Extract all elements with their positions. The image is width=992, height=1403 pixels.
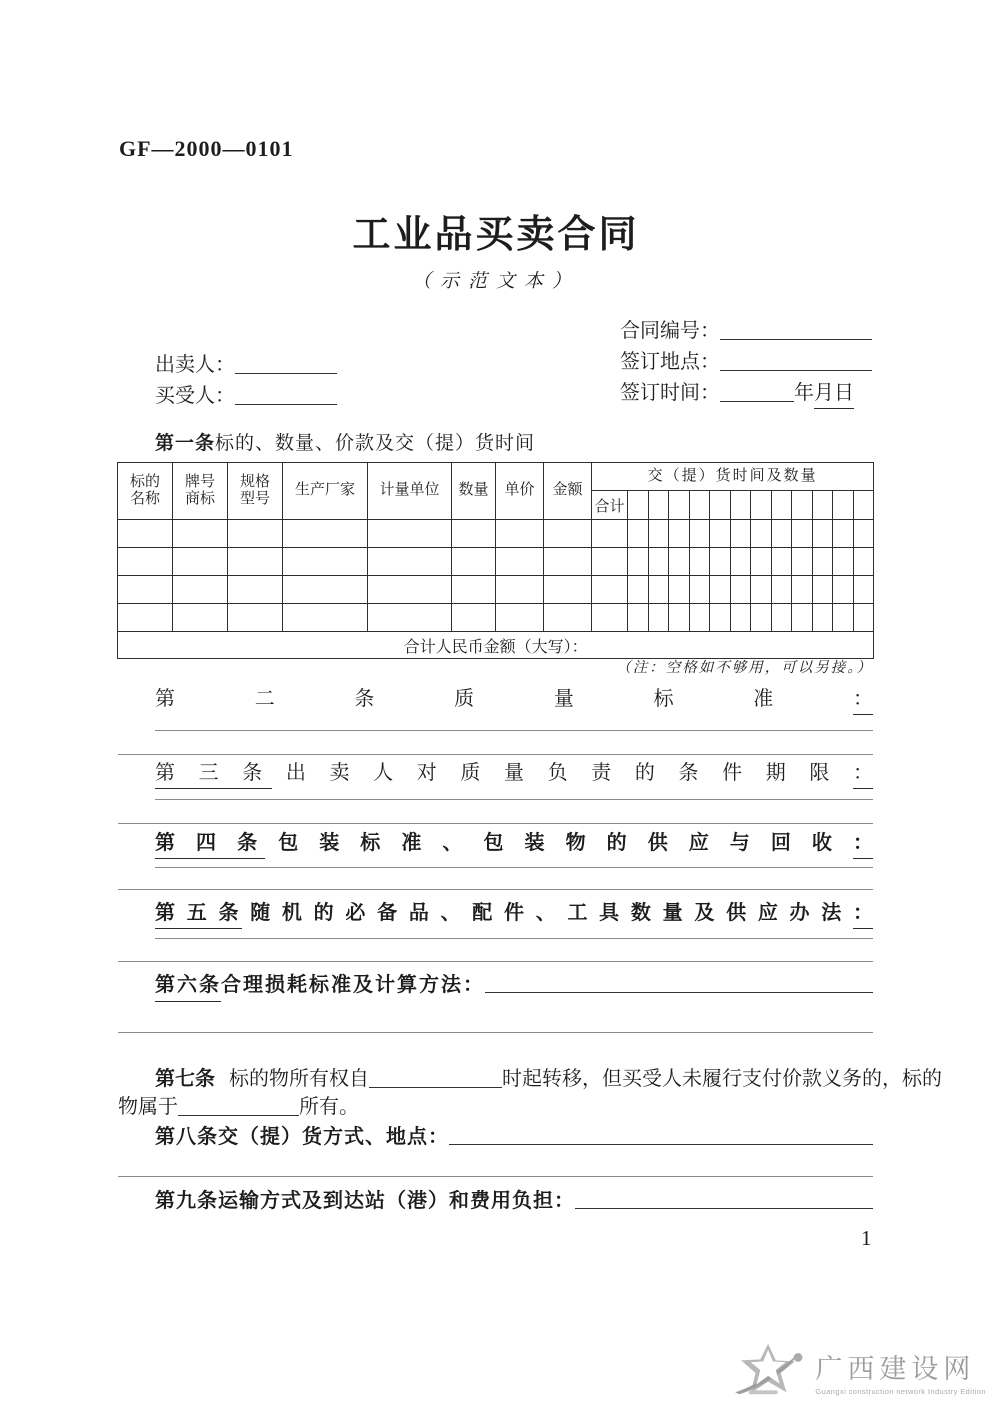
buyer-label: 买受人：: [155, 385, 235, 407]
empty-cell: [592, 520, 628, 548]
empty-cell: [283, 520, 368, 548]
empty-cell: [771, 604, 792, 632]
empty-cell: [771, 520, 792, 548]
empty-cell: [710, 520, 731, 548]
article7-text: 时起转移，但买受人未履行支付价款义务的，标的: [502, 1068, 942, 1090]
ruled-line: [118, 823, 873, 824]
empty-cell: [833, 604, 854, 632]
table-row: [118, 576, 874, 604]
empty-cell: [628, 520, 649, 548]
star-logo-icon: [731, 1342, 809, 1400]
contract-number-row: [620, 318, 872, 344]
sign-time-row: [620, 380, 854, 406]
empty-cell: [283, 576, 368, 604]
article2-heading: [155, 684, 873, 714]
empty-cell: [452, 548, 496, 576]
empty-cell: [628, 576, 649, 604]
ruled-line: [155, 730, 873, 731]
table-note: （注：空格如不够用，可以另接。）: [616, 660, 873, 676]
empty-cell: [710, 576, 731, 604]
empty-cell: [496, 604, 544, 632]
page-number: 1: [861, 1226, 872, 1250]
empty-cell: [792, 576, 813, 604]
empty-cell: [648, 576, 669, 604]
article2-title: 质 量 标 准: [454, 688, 811, 710]
empty-cell: [452, 576, 496, 604]
empty-cell: [853, 576, 874, 604]
table-row: [118, 548, 874, 576]
seller-label: 出卖人：: [155, 354, 235, 376]
buyer-row: [155, 383, 337, 409]
empty-cell: [792, 548, 813, 576]
empty-cell: [228, 604, 283, 632]
article5-title: 随 机 的 必 备 品 、 配 件 、 工 具 数 量 及 供 应 办 法: [250, 902, 845, 924]
empty-cell: [689, 576, 710, 604]
empty-cell: [751, 548, 772, 576]
article6-title: 合理损耗标准及计算方法：: [221, 974, 485, 996]
empty-cell: [812, 548, 833, 576]
empty-cell: [648, 548, 669, 576]
empty-cell: [771, 548, 792, 576]
ruled-line: [118, 754, 873, 755]
watermark-name-en: Guangxi construction network Industry Edition: [815, 1386, 986, 1396]
empty-cell: [118, 548, 173, 576]
sign-place-blank: [720, 350, 872, 371]
empty-cell: [812, 604, 833, 632]
delivery-subcol-cell: [730, 491, 751, 520]
article7-text: 标的物所有权自: [229, 1068, 369, 1090]
contract-number-blank: [720, 319, 872, 340]
empty-cell: [368, 520, 452, 548]
article8-title: 第八条交（提）货方式、地点：: [155, 1126, 449, 1148]
empty-cell: [118, 520, 173, 548]
empty-cell: [669, 576, 690, 604]
empty-cell: [689, 548, 710, 576]
article3-colon: ：: [853, 762, 873, 789]
table-header-row: [118, 463, 874, 491]
empty-cell: [368, 604, 452, 632]
delivery-subcol-cell: [792, 491, 813, 520]
buyer-blank: [235, 384, 337, 405]
page-title: 工业品买卖合同: [352, 214, 640, 256]
empty-cell: [710, 604, 731, 632]
article5-number: 第 五 条: [155, 902, 242, 929]
article4-number: 第 四 条: [155, 832, 265, 859]
seller-blank: [235, 353, 337, 374]
empty-cell: [648, 604, 669, 632]
column-header-unit-price: 单价: [496, 463, 544, 520]
ruled-line: [118, 889, 873, 890]
delivery-subcol-cell: [812, 491, 833, 520]
blank-line: [449, 1120, 873, 1145]
article7-text: 物属于: [118, 1096, 178, 1118]
column-header-unit: 计量单位: [368, 463, 452, 520]
empty-cell: [452, 604, 496, 632]
empty-cell: [496, 548, 544, 576]
table-row: [118, 520, 874, 548]
watermark-text: [815, 1347, 986, 1396]
article6-number: 第六条: [155, 968, 221, 1002]
delivery-subcol-cell: [689, 491, 710, 520]
article9-heading: [155, 1184, 873, 1213]
empty-cell: [710, 548, 731, 576]
blank-line: [485, 968, 873, 993]
ruled-line: [155, 867, 873, 868]
empty-cell: [833, 548, 854, 576]
sign-place-row: [620, 349, 872, 375]
empty-cell: [730, 604, 751, 632]
empty-cell: [228, 548, 283, 576]
article8-heading: [155, 1120, 873, 1149]
article7-number: 第七条: [155, 1068, 215, 1090]
empty-cell: [544, 576, 592, 604]
article7-line2: [118, 1094, 359, 1121]
article3-heading: [155, 758, 873, 788]
delivery-subcol-cell: [628, 491, 649, 520]
empty-cell: [792, 520, 813, 548]
empty-cell: [368, 576, 452, 604]
article3-title: 出 卖 人 对 质 量 负 责 的 条 件 期 限: [285, 762, 839, 784]
empty-cell: [771, 576, 792, 604]
article3-number: 第 三 条: [155, 762, 272, 789]
empty-cell: [592, 576, 628, 604]
delivery-subcol-cell: [771, 491, 792, 520]
empty-cell: [628, 548, 649, 576]
article9-title: 第九条运输方式及到达站（港）和费用负担：: [155, 1190, 575, 1212]
empty-cell: [812, 576, 833, 604]
article4-colon: ：: [853, 832, 873, 859]
ruled-line: [118, 961, 873, 962]
delivery-subcol-cell: [710, 491, 731, 520]
column-header-manufacturer: 生产厂家: [283, 463, 368, 520]
article4-title: 包 装 标 准 、 包 装 物 的 供 应 与 回 收: [278, 832, 840, 854]
empty-cell: [628, 604, 649, 632]
empty-cell: [592, 604, 628, 632]
empty-cell: [173, 520, 228, 548]
empty-cell: [118, 576, 173, 604]
empty-cell: [496, 576, 544, 604]
empty-cell: [730, 576, 751, 604]
article2-colon: ：: [853, 688, 873, 715]
delivery-subcol-cell: [648, 491, 669, 520]
empty-cell: [228, 520, 283, 548]
sign-time-label: 签订时间：: [620, 382, 720, 404]
article7-line1: [155, 1066, 942, 1093]
ruled-line: [118, 1032, 873, 1033]
empty-cell: [833, 520, 854, 548]
table-row: [118, 604, 874, 632]
delivery-header: 交（提）货时间及数量: [592, 463, 874, 491]
goods-table: [117, 462, 874, 659]
empty-cell: [853, 548, 874, 576]
delivery-subcol-cell: [751, 491, 772, 520]
article4-heading: [155, 828, 873, 858]
empty-cell: [669, 604, 690, 632]
table-footer-row: [118, 632, 874, 659]
blank-line: [575, 1184, 873, 1209]
empty-cell: [283, 548, 368, 576]
empty-cell: [730, 520, 751, 548]
watermark-name-cn: 广西建设网: [815, 1353, 976, 1384]
empty-cell: [751, 576, 772, 604]
article6-heading: [155, 968, 873, 1002]
article7-blank-2: [178, 1095, 299, 1116]
article5-colon: ：: [853, 902, 873, 929]
column-header-spec: 规格 型号: [228, 463, 283, 520]
article1-heading: [155, 428, 535, 455]
form-code: GF—2000—0101: [119, 136, 294, 161]
empty-cell: [853, 604, 874, 632]
empty-cell: [853, 520, 874, 548]
empty-cell: [544, 520, 592, 548]
empty-cell: [812, 520, 833, 548]
empty-cell: [544, 604, 592, 632]
ruled-line: [155, 938, 873, 939]
empty-cell: [669, 548, 690, 576]
page-subtitle: （示范文本）: [411, 271, 580, 292]
empty-cell: [544, 548, 592, 576]
empty-cell: [173, 548, 228, 576]
month-day-label: 月日: [814, 382, 854, 409]
empty-cell: [751, 520, 772, 548]
year-label: 年: [794, 382, 814, 404]
empty-cell: [751, 604, 772, 632]
empty-cell: [173, 604, 228, 632]
empty-cell: [173, 576, 228, 604]
ruled-line: [118, 1176, 873, 1177]
sign-time-blank: [720, 381, 794, 402]
total-amount-cell: 合计人民币金额（大写）：: [118, 632, 874, 659]
empty-cell: [730, 548, 751, 576]
delivery-subcol-cell: [833, 491, 854, 520]
column-header-name: 标的 名称: [118, 463, 173, 520]
empty-cell: [452, 520, 496, 548]
empty-cell: [689, 604, 710, 632]
ruled-line: [155, 799, 873, 800]
article7-blank-1: [369, 1067, 502, 1088]
empty-cell: [118, 604, 173, 632]
empty-cell: [648, 520, 669, 548]
article7-text: 所有。: [299, 1096, 359, 1118]
empty-cell: [592, 548, 628, 576]
empty-cell: [792, 604, 813, 632]
article1-number: 第一条: [155, 433, 216, 454]
empty-cell: [228, 576, 283, 604]
contract-number-label: 合同编号：: [620, 320, 720, 342]
column-header-quantity: 数量: [452, 463, 496, 520]
article5-heading: [155, 898, 873, 928]
column-header-brand: 牌号 商标: [173, 463, 228, 520]
empty-cell: [669, 520, 690, 548]
watermark: [731, 1342, 986, 1400]
empty-cell: [689, 520, 710, 548]
empty-cell: [833, 576, 854, 604]
article1-title: 标的、数量、价款及交（提）货时间: [215, 433, 536, 454]
seller-row: [155, 352, 337, 378]
column-header-amount: 金额: [544, 463, 592, 520]
empty-cell: [368, 548, 452, 576]
sign-place-label: 签订地点：: [620, 351, 720, 373]
empty-cell: [283, 604, 368, 632]
delivery-subcol-cell: [853, 491, 874, 520]
delivery-total-cell: 合计: [592, 491, 628, 520]
empty-cell: [496, 520, 544, 548]
article2-number: 第 二 条: [155, 688, 412, 710]
delivery-subcol-cell: [669, 491, 690, 520]
